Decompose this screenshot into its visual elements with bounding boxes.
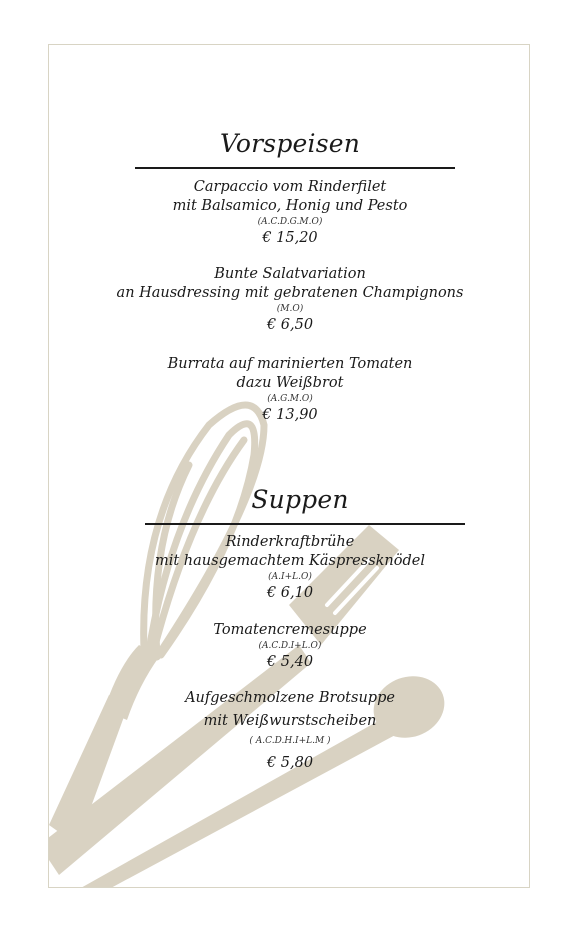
menu-item — [49, 533, 530, 603]
item-allergens: (A.I+L.O) — [268, 572, 312, 582]
section-title-suppen: Suppen — [251, 485, 349, 514]
item-allergens: (A.G.M.O) — [267, 394, 313, 404]
item-description: an Hausdressing mit gebratenen Champignons — [116, 285, 464, 301]
menu-item — [49, 265, 530, 335]
item-name: Rinderkraftbrühe — [225, 534, 355, 550]
menu-item — [49, 689, 530, 773]
menu-item — [49, 355, 530, 425]
item-description: mit hausgemachtem Käspressknödel — [154, 553, 426, 569]
item-description: dazu Weißbrot — [236, 375, 344, 391]
item-price: € 15,20 — [262, 230, 318, 246]
menu-content — [49, 45, 530, 888]
item-name: Bunte Salatvariation — [214, 266, 366, 282]
item-name: Burrata auf marinierten Tomaten — [167, 356, 413, 372]
item-price: € 6,10 — [266, 585, 314, 601]
item-name: Carpaccio vom Rinderfilet — [193, 179, 387, 195]
menu-item — [49, 178, 530, 248]
item-price: € 13,90 — [262, 407, 318, 423]
section-rule — [145, 523, 465, 525]
item-description: mit Balsamico, Honig und Pesto — [172, 198, 408, 214]
item-price: € 5,40 — [266, 654, 314, 670]
item-allergens: (A.C.D.I+L.O) — [258, 641, 322, 651]
item-description: mit Weißwurstscheiben — [203, 713, 377, 729]
item-allergens: (M.O) — [276, 304, 304, 314]
menu-item — [49, 621, 530, 672]
item-name: Tomatencremesuppe — [213, 622, 367, 638]
item-price: € 6,50 — [266, 317, 314, 333]
item-allergens: ( A.C.D.H.I+L.M ) — [249, 736, 331, 746]
item-price: € 5,80 — [266, 755, 314, 771]
section-title-vorspeisen: Vorspeisen — [219, 129, 361, 158]
section-rule — [135, 167, 455, 169]
menu-card — [48, 44, 530, 888]
item-allergens: (A.C.D.G.M.O) — [257, 217, 323, 227]
item-name: Aufgeschmolzene Brotsuppe — [185, 690, 395, 706]
